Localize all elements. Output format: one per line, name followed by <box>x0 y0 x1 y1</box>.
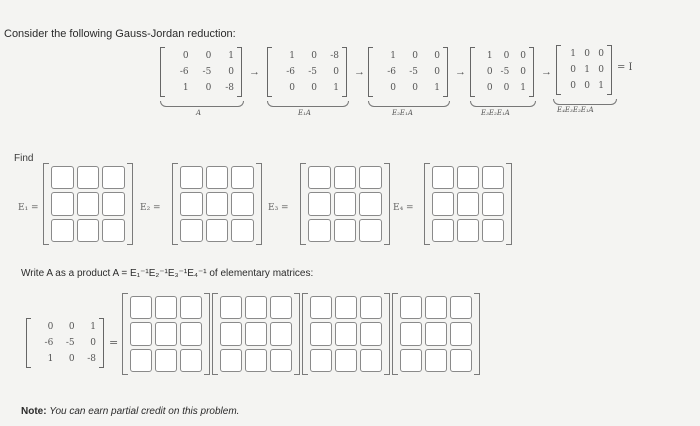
arrow-icon: → <box>249 66 260 78</box>
matrix-cell: 0 <box>434 67 440 77</box>
e4-cell-input[interactable] <box>482 219 504 242</box>
matrix-cell: 1 <box>584 65 590 75</box>
matrix-cell: 0 <box>412 83 418 93</box>
e4-matrix-input <box>424 163 512 245</box>
e2-cell-input[interactable] <box>206 166 229 189</box>
inv-e4-cell-input[interactable] <box>400 349 422 372</box>
matrix-cell: 1 <box>598 81 604 91</box>
inv-e1-cell-input[interactable] <box>155 296 177 319</box>
matrix-a-product <box>26 318 104 368</box>
inv-e2-cell-input[interactable] <box>220 296 242 319</box>
inv-e4-cell-input[interactable] <box>425 296 447 319</box>
matrix-cell: -8 <box>330 51 339 61</box>
inv-e2-cell-input[interactable] <box>245 322 267 345</box>
arrow-icon: → <box>455 66 466 78</box>
underbrace <box>368 101 450 107</box>
matrix-cell: -8 <box>225 83 234 93</box>
arrow-icon: → <box>541 66 552 78</box>
matrix-cell: 1 <box>390 51 396 61</box>
matrix-cell: 1 <box>90 322 96 332</box>
matrix-a-grid <box>166 48 236 96</box>
inv-e2-cell-input[interactable] <box>245 296 267 319</box>
note-label: Note: <box>21 406 47 417</box>
matrix-identity <box>556 45 612 95</box>
matrix-cell: -6 <box>286 67 295 77</box>
inv-e4-cell-input[interactable] <box>450 322 472 345</box>
matrix-cell: -5 <box>409 67 418 77</box>
matrix-cell: 0 <box>289 83 295 93</box>
e2-label: E₂ = <box>140 203 161 213</box>
inv-e2-cell-input[interactable] <box>270 296 292 319</box>
e4-cell-input[interactable] <box>432 192 454 215</box>
inv-e4-cell-input[interactable] <box>425 322 447 345</box>
matrix-cell: -6 <box>44 338 54 348</box>
matrix-cell: 0 <box>503 51 510 61</box>
matrix-cell: 0 <box>503 83 510 93</box>
inv-e3-cell-input[interactable] <box>335 322 357 345</box>
matrix-cell: 0 <box>68 322 75 332</box>
matrix-cell: 0 <box>434 51 440 61</box>
e2-matrix-input <box>172 163 262 245</box>
e2-cell-input[interactable] <box>206 219 229 242</box>
e1-label: E₁ = <box>18 203 39 213</box>
e3-cell-input[interactable] <box>334 192 357 215</box>
e2-cell-input[interactable] <box>231 192 254 215</box>
matrix-a <box>160 47 242 97</box>
matrix-cell: 0 <box>412 51 418 61</box>
inv-e1-cell-input[interactable] <box>180 322 202 345</box>
e4-cell-input[interactable] <box>457 166 479 189</box>
matrix-a-product-grid <box>32 319 98 367</box>
matrix-cell: 0 <box>598 49 604 59</box>
inv-e1-cell-input[interactable] <box>130 349 152 372</box>
matrix-label: E₂E₁A <box>392 109 413 117</box>
e3-cell-input[interactable] <box>308 166 331 189</box>
inv-e1-cell-input[interactable] <box>155 349 177 372</box>
matrix-cell: 0 <box>68 354 75 364</box>
matrix-label: A <box>196 109 202 117</box>
matrix-cell: 0 <box>390 83 396 93</box>
matrix-cell: -5 <box>500 67 510 77</box>
e3-cell-input[interactable] <box>308 219 331 242</box>
matrix-cell: 0 <box>486 83 493 93</box>
e3-cell-input[interactable] <box>334 166 357 189</box>
e4-cell-input[interactable] <box>432 219 454 242</box>
find-label: Find <box>14 153 34 164</box>
inv-e3-cell-input[interactable] <box>360 349 382 372</box>
matrix-cell: 1 <box>289 51 295 61</box>
matrix-cell: 1 <box>570 49 576 59</box>
inv-e3-cell-input[interactable] <box>335 349 357 372</box>
matrix-e1a-grid <box>273 48 341 96</box>
matrix-cell: 0 <box>311 83 317 93</box>
inv-e1-cell-input[interactable] <box>180 349 202 372</box>
inv-e4-cell-input[interactable] <box>425 349 447 372</box>
matrix-cell: 0 <box>570 65 576 75</box>
equals-identity: = I <box>617 62 633 73</box>
matrix-cell: -5 <box>202 67 212 77</box>
underbrace <box>267 101 349 107</box>
inv-e3-cell-input[interactable] <box>310 349 332 372</box>
e1-cell-input[interactable] <box>102 192 125 215</box>
matrix-cell: 0 <box>205 83 212 93</box>
matrix-cell: 1 <box>333 83 339 93</box>
inv-e1-cell-input[interactable] <box>130 322 152 345</box>
inv-e2-cell-input[interactable] <box>245 349 267 372</box>
e1-cell-input[interactable] <box>77 219 100 242</box>
underbrace <box>160 101 244 107</box>
arrow-icon: → <box>354 66 365 78</box>
e3-cell-input[interactable] <box>359 219 382 242</box>
matrix-cell: 0 <box>90 338 96 348</box>
matrix-e2e1a <box>368 47 448 97</box>
e1-matrix-input <box>43 163 133 245</box>
inv-e4-cell-input[interactable] <box>450 349 472 372</box>
matrix-cell: 1 <box>434 83 440 93</box>
matrix-cell: -5 <box>65 338 75 348</box>
e3-cell-input[interactable] <box>334 219 357 242</box>
matrix-cell: 1 <box>182 83 189 93</box>
e1-cell-input[interactable] <box>77 166 100 189</box>
inv-e4-matrix-input <box>392 293 480 375</box>
e3-cell-input[interactable] <box>308 192 331 215</box>
inv-e3-cell-input[interactable] <box>310 296 332 319</box>
e3-matrix-input <box>300 163 390 245</box>
underbrace <box>470 101 536 107</box>
e4-cell-input[interactable] <box>482 166 504 189</box>
inv-e2-cell-input[interactable] <box>220 349 242 372</box>
matrix-e1a <box>267 47 347 97</box>
matrix-label: E₃E₂E₁A <box>481 109 510 117</box>
inv-e1-cell-input[interactable] <box>180 296 202 319</box>
inv-e4-cell-input[interactable] <box>400 322 422 345</box>
inv-e3-cell-input[interactable] <box>310 322 332 345</box>
inv-e1-cell-input[interactable] <box>155 322 177 345</box>
matrix-cell: 0 <box>182 51 189 61</box>
matrix-cell: -8 <box>87 354 96 364</box>
matrix-cell: 0 <box>584 81 590 91</box>
e3-cell-input[interactable] <box>359 166 382 189</box>
intro-text: Consider the following Gauss-Jordan reduction: <box>4 28 236 40</box>
inv-e2-matrix-input <box>212 293 300 375</box>
inv-e1-matrix-input <box>122 293 210 375</box>
e4-label: E₄ = <box>393 203 414 213</box>
note-text: You can earn partial credit on this problem. <box>49 406 240 417</box>
inv-e1-cell-input[interactable] <box>130 296 152 319</box>
e3-label: E₃ = <box>268 203 289 213</box>
matrix-cell: 0 <box>47 322 54 332</box>
inv-e3-cell-input[interactable] <box>360 296 382 319</box>
e4-cell-input[interactable] <box>432 166 454 189</box>
matrix-cell: 0 <box>584 49 590 59</box>
matrix-e2e1a-grid <box>374 48 442 96</box>
write-instruction: Write A as a product A = E₁⁻¹E₂⁻¹E₃⁻¹E₄⁻¹ of elementary matrices: <box>21 268 314 279</box>
e1-cell-input[interactable] <box>51 219 74 242</box>
e4-cell-input[interactable] <box>482 192 504 215</box>
underbrace <box>553 99 617 105</box>
matrix-cell: 0 <box>205 51 212 61</box>
inv-e4-cell-input[interactable] <box>400 296 422 319</box>
matrix-e3e2e1a-grid <box>476 48 528 96</box>
matrix-cell: 0 <box>520 67 526 77</box>
equals-sign: = <box>109 336 119 349</box>
e4-cell-input[interactable] <box>457 192 479 215</box>
matrix-e3e2e1a <box>470 47 534 97</box>
matrix-cell: 1 <box>520 83 526 93</box>
matrix-cell: 1 <box>47 354 54 364</box>
note <box>21 406 239 417</box>
e1-cell-input[interactable] <box>102 219 125 242</box>
inv-e3-cell-input[interactable] <box>360 322 382 345</box>
e4-cell-input[interactable] <box>457 219 479 242</box>
matrix-cell: -6 <box>387 67 396 77</box>
matrix-cell: 0 <box>520 51 526 61</box>
inv-e3-cell-input[interactable] <box>335 296 357 319</box>
matrix-cell: -6 <box>179 67 189 77</box>
inv-e2-cell-input[interactable] <box>270 322 292 345</box>
e2-cell-input[interactable] <box>206 192 229 215</box>
e1-cell-input[interactable] <box>51 166 74 189</box>
inv-e3-matrix-input <box>302 293 390 375</box>
matrix-cell: 1 <box>486 51 493 61</box>
matrix-label: E₁A <box>298 109 311 117</box>
matrix-identity-grid <box>562 46 606 94</box>
inv-e2-cell-input[interactable] <box>220 322 242 345</box>
e1-cell-input[interactable] <box>51 192 74 215</box>
matrix-cell: 0 <box>598 65 604 75</box>
matrix-cell: 0 <box>333 67 339 77</box>
e2-cell-input[interactable] <box>231 219 254 242</box>
e2-cell-input[interactable] <box>180 166 203 189</box>
matrix-cell: 0 <box>228 67 234 77</box>
e1-cell-input[interactable] <box>77 192 100 215</box>
matrix-cell: 0 <box>570 81 576 91</box>
e3-cell-input[interactable] <box>359 192 382 215</box>
e2-cell-input[interactable] <box>180 219 203 242</box>
matrix-label: E₄E₃E₂E₁A <box>557 106 594 114</box>
e1-cell-input[interactable] <box>102 166 125 189</box>
matrix-cell: 0 <box>311 51 317 61</box>
e2-cell-input[interactable] <box>180 192 203 215</box>
inv-e2-cell-input[interactable] <box>270 349 292 372</box>
matrix-cell: 0 <box>486 67 493 77</box>
e2-cell-input[interactable] <box>231 166 254 189</box>
matrix-cell: -5 <box>308 67 317 77</box>
inv-e4-cell-input[interactable] <box>450 296 472 319</box>
matrix-cell: 1 <box>228 51 234 61</box>
